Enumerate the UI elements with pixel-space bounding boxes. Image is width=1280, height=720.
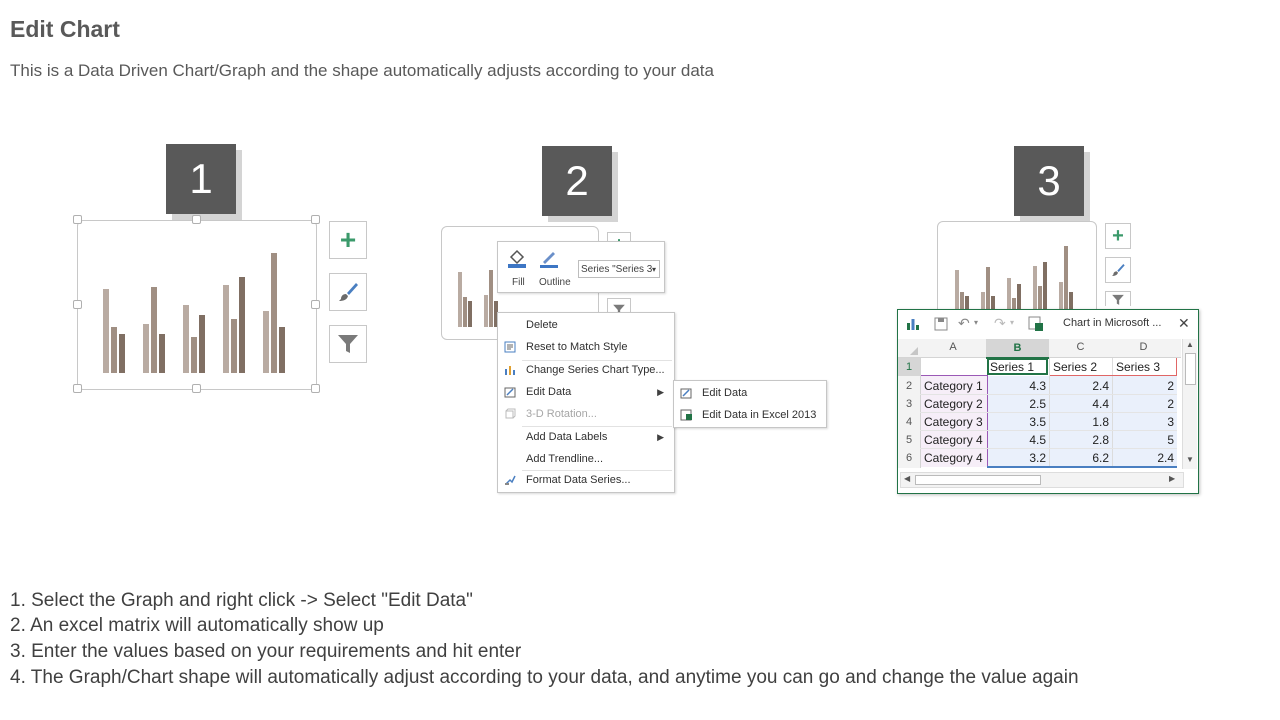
cell-c1[interactable]: Series 2 xyxy=(1053,360,1098,374)
resize-handle[interactable] xyxy=(192,384,201,393)
column-header-a[interactable]: A xyxy=(949,341,957,353)
undo-icon[interactable]: ↶ xyxy=(958,315,970,331)
excel-window-title: Chart in Microsoft ... xyxy=(1063,317,1162,329)
chart-styles-button[interactable] xyxy=(1105,257,1131,283)
step-number: 3 xyxy=(1037,157,1061,204)
chart-elements-button[interactable] xyxy=(329,221,367,259)
chart-bar xyxy=(458,272,462,327)
chart-bar xyxy=(271,253,277,373)
submenu-item-edit-data-excel[interactable] xyxy=(674,405,826,427)
cell-value[interactable]: 6.2 xyxy=(1092,451,1109,465)
scroll-up-icon[interactable]: ▲ xyxy=(1186,340,1194,349)
series-selector-value: Series "Series 3 xyxy=(581,264,653,275)
chevron-down-icon[interactable]: ▾ xyxy=(1010,318,1015,327)
resize-handle[interactable] xyxy=(311,215,320,224)
chart-bar xyxy=(199,315,205,373)
chart-bar xyxy=(263,311,269,373)
step3-chart[interactable] xyxy=(937,221,1097,323)
step-2-badge xyxy=(542,146,612,216)
menu-item-add-data-labels[interactable] xyxy=(498,427,674,449)
scroll-left-icon[interactable]: ◀ xyxy=(904,474,911,483)
row-number[interactable]: 6 xyxy=(905,452,913,464)
chart-bar xyxy=(143,324,149,373)
vertical-scrollbar[interactable] xyxy=(1182,339,1197,469)
cell-value[interactable]: 2.4 xyxy=(1157,451,1174,465)
chart-bar xyxy=(231,319,237,373)
page-title: Edit Chart xyxy=(10,16,120,42)
chart-bar xyxy=(489,270,493,327)
series-selector[interactable] xyxy=(578,260,660,278)
brush-icon xyxy=(1110,262,1126,278)
menu-item-reset-style[interactable] xyxy=(498,337,674,359)
menu-item-label: Delete xyxy=(526,319,558,331)
edit-data-icon xyxy=(504,386,516,398)
gridline xyxy=(920,412,1177,413)
excel-window xyxy=(897,309,1199,494)
redo-icon[interactable]: ↷ xyxy=(994,315,1006,331)
chart-bar xyxy=(151,287,157,373)
column-header-b[interactable]: B xyxy=(986,339,1049,359)
resize-handle[interactable] xyxy=(73,300,82,309)
plus-icon: + xyxy=(339,224,357,255)
fill-label: Fill xyxy=(512,277,525,288)
outline-label: Outline xyxy=(539,277,571,288)
horizontal-scrollbar[interactable] xyxy=(900,472,1184,488)
menu-item-3d-rotation xyxy=(498,404,674,426)
menu-item-label: Reset to Match Style xyxy=(526,341,628,353)
menu-item-label: Edit Data in Excel 2013 xyxy=(702,409,817,421)
resize-handle[interactable] xyxy=(192,215,201,224)
chart-bar xyxy=(484,295,488,327)
step-number: 1 xyxy=(189,155,213,202)
menu-item-format-data-series[interactable] xyxy=(498,470,674,492)
close-icon[interactable]: ✕ xyxy=(1178,315,1190,331)
chart-bar xyxy=(239,277,245,373)
format-series-icon xyxy=(504,474,516,486)
chart-type-icon xyxy=(504,364,516,376)
chart-bar xyxy=(119,334,125,373)
chevron-down-icon: ▾ xyxy=(651,265,656,274)
instruction-3: 3. Enter the values based on your requirements and hit enter xyxy=(10,641,522,662)
chart-bar xyxy=(159,334,165,373)
resize-handle[interactable] xyxy=(73,384,82,393)
range-border xyxy=(987,466,1177,468)
chart-bar xyxy=(468,301,472,327)
select-all-corner[interactable] xyxy=(898,339,920,357)
cube-icon xyxy=(504,408,516,420)
step-number: 2 xyxy=(565,157,589,204)
filter-icon xyxy=(1111,293,1125,305)
menu-item-label: Edit Data xyxy=(526,386,572,398)
scroll-down-icon[interactable]: ▼ xyxy=(1186,455,1194,464)
menu-item-add-trendline[interactable] xyxy=(498,449,674,471)
page-subtitle: This is a Data Driven Chart/Graph and the shape automatically adjusts according to your data xyxy=(10,61,714,80)
menu-item-label: Add Data Labels xyxy=(526,431,608,443)
menu-item-label: Add Trendline... xyxy=(526,453,604,465)
scrollbar-thumb[interactable] xyxy=(915,475,1041,485)
menu-item-edit-data[interactable] xyxy=(498,382,674,404)
cell-value[interactable]: 2.4 xyxy=(1092,379,1109,393)
chart-filters-button[interactable] xyxy=(1105,291,1131,306)
paint-bucket-icon xyxy=(506,247,528,269)
instruction-2: 2. An excel matrix will automatically show up xyxy=(10,615,384,636)
row-number[interactable]: 5 xyxy=(905,434,913,446)
resize-handle[interactable] xyxy=(73,215,82,224)
cell-value[interactable]: 3.5 xyxy=(1029,415,1046,429)
menu-item-label: 3-D Rotation... xyxy=(526,408,597,420)
gridline xyxy=(920,430,1177,431)
cell-value[interactable]: 5 xyxy=(1167,433,1174,447)
save-icon[interactable] xyxy=(934,317,948,331)
menu-item-label: Edit Data xyxy=(702,387,748,399)
row-number[interactable]: 3 xyxy=(905,398,913,410)
instruction-4: 4. The Graph/Chart shape will automatically adjust according to your data, and anytime you can go and change the value again xyxy=(10,667,1079,688)
step1-chart[interactable] xyxy=(77,220,317,390)
resize-handle[interactable] xyxy=(311,300,320,309)
step1-plot-area xyxy=(100,251,300,373)
excel-icon xyxy=(680,409,692,421)
step-3-badge xyxy=(1014,146,1084,216)
cell-value[interactable]: 3 xyxy=(1167,415,1174,429)
gridline xyxy=(920,394,1177,395)
cell-value[interactable]: 2 xyxy=(1167,379,1174,393)
cell-category[interactable]: Category 4 xyxy=(924,451,983,465)
chart-bar xyxy=(223,285,229,373)
submenu-arrow-icon: ▶ xyxy=(657,387,664,397)
cell-value[interactable]: 2.5 xyxy=(1029,397,1046,411)
chart-icon xyxy=(906,317,920,331)
chart-bar xyxy=(463,297,467,327)
step-1-badge xyxy=(166,144,236,214)
filter-icon xyxy=(336,332,360,356)
column-header-c[interactable]: C xyxy=(1076,341,1085,353)
chart-bar xyxy=(103,289,109,373)
menu-item-label: Format Data Series... xyxy=(526,474,631,486)
chart-bar xyxy=(279,327,285,373)
submenu-arrow-icon: ▶ xyxy=(657,432,664,442)
resize-handle[interactable] xyxy=(311,384,320,393)
edit-data-icon xyxy=(680,387,692,399)
range-border xyxy=(1050,375,1176,376)
cell-value[interactable]: 4.3 xyxy=(1029,379,1046,393)
cell-category[interactable]: Category 4 xyxy=(924,433,983,447)
row-number[interactable]: 2 xyxy=(905,380,913,392)
fill-button[interactable] xyxy=(506,247,534,289)
reset-style-icon xyxy=(504,341,516,353)
format-mini-toolbar xyxy=(497,241,665,293)
menu-item-change-chart-type[interactable] xyxy=(498,360,674,382)
cell-value[interactable]: 2.8 xyxy=(1092,433,1109,447)
cell-value[interactable]: 2 xyxy=(1167,397,1174,411)
chart-filters-button[interactable] xyxy=(329,325,367,363)
excel-titlebar xyxy=(898,310,1198,338)
chart-bar xyxy=(191,337,197,373)
gridline xyxy=(920,448,1177,449)
cell-value[interactable]: 4.5 xyxy=(1029,433,1046,447)
cell-category[interactable]: Category 1 xyxy=(924,379,983,393)
excel-grid[interactable] xyxy=(898,339,1198,469)
range-border xyxy=(921,375,987,376)
cell-category[interactable]: Category 3 xyxy=(924,415,983,429)
cell-value[interactable]: 4.4 xyxy=(1092,397,1109,411)
submenu-item-edit-data[interactable] xyxy=(674,383,826,405)
corner-triangle-icon xyxy=(910,347,918,355)
chart-styles-button[interactable] xyxy=(329,273,367,311)
chart-elements-button[interactable] xyxy=(1105,223,1131,249)
row-number[interactable]: 1 xyxy=(898,358,920,376)
row-number[interactable]: 4 xyxy=(905,416,913,428)
instruction-1: 1. Select the Graph and right click -> Select "Edit Data" xyxy=(10,590,473,611)
cell-b1[interactable]: Series 1 xyxy=(990,360,1035,374)
excel-icon[interactable] xyxy=(1028,316,1044,332)
edit-data-submenu xyxy=(673,380,827,428)
pen-icon xyxy=(538,247,560,269)
chevron-down-icon[interactable]: ▾ xyxy=(974,318,979,327)
brush-icon xyxy=(336,280,360,304)
chart-bar xyxy=(111,327,117,373)
cell-value[interactable]: 1.8 xyxy=(1092,415,1109,429)
plus-icon: + xyxy=(1112,225,1124,247)
chart-bar xyxy=(183,305,189,373)
context-menu xyxy=(497,312,675,493)
menu-item-delete[interactable] xyxy=(498,315,674,337)
outline-button[interactable] xyxy=(538,247,578,289)
column-header-d[interactable]: D xyxy=(1139,341,1148,353)
scrollbar-thumb[interactable] xyxy=(1185,353,1196,385)
cell-value[interactable]: 3.2 xyxy=(1029,451,1046,465)
cell-category[interactable]: Category 2 xyxy=(924,397,983,411)
scroll-right-icon[interactable]: ▶ xyxy=(1169,474,1176,483)
cell-d1[interactable]: Series 3 xyxy=(1116,360,1161,374)
menu-item-label: Change Series Chart Type... xyxy=(526,364,665,376)
range-border xyxy=(1176,358,1177,376)
